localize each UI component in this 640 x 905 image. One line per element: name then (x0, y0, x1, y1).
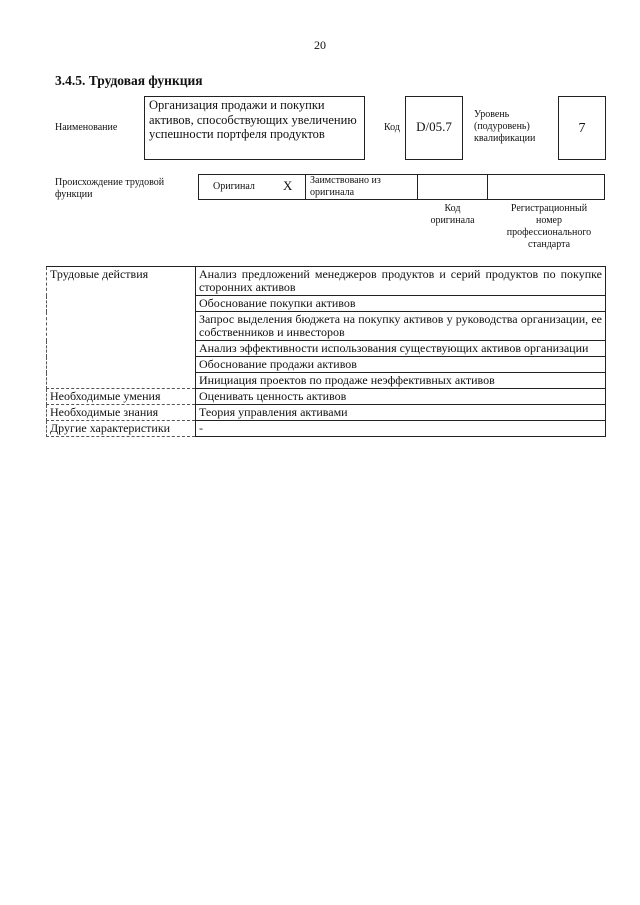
row-item: Инициация проектов по продаже неэффективных активов (196, 373, 606, 389)
code-original-cell (417, 174, 488, 200)
row-item: Обоснование продажи активов (196, 357, 606, 373)
caption-line: Код (444, 203, 461, 214)
original-label: Оригинал (213, 181, 255, 192)
reg-number-caption (490, 203, 608, 251)
row-label: Трудовые действия (47, 267, 196, 389)
level-label-line: Уровень (474, 109, 510, 120)
row-item: - (196, 421, 606, 437)
labor-function-table (46, 266, 606, 437)
level-label-line: (подуровень) (474, 121, 530, 132)
origin-label-line: Происхождение трудовой (55, 177, 165, 188)
borrowed-label-line: оригинала (310, 187, 355, 198)
borrowed-label-line: Заимствовано из (310, 175, 381, 186)
code-label: Код (384, 122, 400, 133)
code-value: D/05.7 (416, 119, 452, 134)
table-row (47, 421, 606, 437)
borrowed-label (310, 175, 381, 199)
page-number: 20 (314, 38, 326, 52)
table-row (47, 389, 606, 405)
origin-cells (198, 174, 605, 200)
row-item: Анализ предложений менеджеров продуктов и серий продуктов по покупке сторонних активов (196, 267, 606, 296)
reg-number-cell (487, 174, 605, 200)
original-mark: X (283, 178, 293, 193)
level-box (558, 96, 606, 160)
caption-line: Регистрационный (510, 203, 588, 214)
code-original-caption (417, 203, 488, 227)
row-item: Анализ эффективности использования существующих активов организации (196, 341, 606, 357)
caption-line: стандарта (527, 239, 571, 250)
row-label: Необходимые умения (47, 389, 196, 405)
row-label: Необходимые знания (47, 405, 196, 421)
section-title: 3.4.5. Трудовая функция (55, 73, 203, 88)
origin-label-line: функции (55, 189, 93, 200)
function-name-box (144, 96, 365, 160)
caption-line: профессионального (506, 227, 592, 238)
caption-line: оригинала (430, 215, 475, 226)
caption-line: номер (536, 215, 562, 226)
row-item: Запрос выделения бюджета на покупку активов у руководства организации, ее собственников и инвесторов (196, 312, 606, 341)
row-label: Другие характеристики (47, 421, 196, 437)
table-row (47, 267, 606, 296)
name-label: Наименование (55, 122, 118, 133)
row-item: Обоснование покупки активов (196, 296, 606, 312)
origin-label (55, 177, 164, 201)
code-box (405, 96, 463, 160)
row-item: Оценивать ценность активов (196, 389, 606, 405)
function-name-value: Организация продажи и покупки активов, способствующих увеличению успешности портфеля продуктов (149, 98, 357, 141)
table-row (47, 405, 606, 421)
level-label-line: квалификации (474, 133, 536, 144)
level-label (474, 109, 535, 145)
row-item: Теория управления активами (196, 405, 606, 421)
level-value: 7 (578, 121, 586, 136)
